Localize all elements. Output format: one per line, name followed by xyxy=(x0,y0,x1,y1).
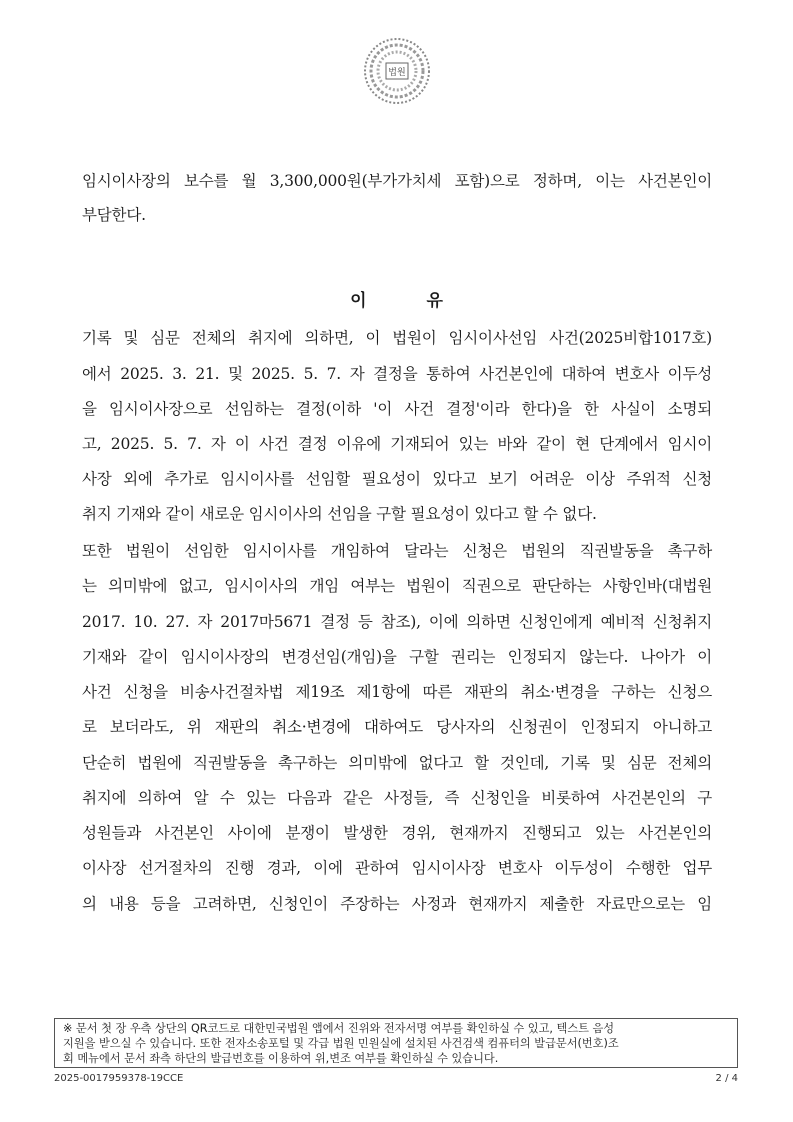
top-paragraph-line-2: 부담한다. xyxy=(82,206,146,224)
paragraph-1-line-3: 을 임시이사장으로 선임하는 결정(이하 '이 사건 결정'이라 한다)을 한 사실이 소명되 xyxy=(82,400,712,418)
paragraph-2-line-6: 로 보더라도, 위 재판의 취소·변경에 대하여도 당사자의 신청권이 인정되지 아니하고 xyxy=(82,718,712,736)
issue-number: 2025-0017959378-19CCE xyxy=(54,1073,184,1084)
court-seal xyxy=(362,36,432,106)
top-paragraph-line-1: 임시이사장의 보수를 월 3,300,000원(부가가치세 포함)으로 정하며, 이는 사건본인이 xyxy=(82,172,712,190)
paragraph-1-line-5: 사장 외에 추가로 임시이사를 선임할 필요성이 있다고 보기 어려운 이상 주위적 신청 xyxy=(82,470,712,488)
page-number: 2 / 4 xyxy=(715,1073,738,1084)
paragraph-1-line-2: 에서 2025. 3. 21. 및 2025. 5. 7. 자 결정을 통하여 사건본인에 대하여 변호사 이두성 xyxy=(82,365,712,383)
notice-line-2: 지원을 받으실 수 있습니다. 또한 전자소송포털 및 각급 법원 민원실에 설치된 사건검색 컴퓨터의 발급문서(번호)조 xyxy=(63,1037,619,1050)
paragraph-2-line-11: 의 내용 등을 고려하면, 신청인이 주장하는 사정과 현재까지 제출한 자료만으로는 임 xyxy=(82,895,712,913)
paragraph-1-line-4: 고, 2025. 5. 7. 자 이 사건 결정 이유에 기재되어 있는 바와 같이 현 단계에서 임시이 xyxy=(82,435,712,453)
paragraph-2-line-8: 취지에 의하여 알 수 있는 다음과 같은 사정들, 즉 신청인을 비롯하여 사건본인의 구 xyxy=(82,789,712,807)
paragraph-2-line-3: 2017. 10. 27. 자 2017마5671 결정 등 참조), 이에 의하면 신청인에게 예비적 신청취지 xyxy=(82,613,712,631)
section-heading xyxy=(0,286,793,311)
paragraph-1-line-1: 기록 및 심문 전체의 취지에 의하면, 이 법원이 임시이사선임 사건(2025비합1017호) xyxy=(82,329,712,347)
notice-line-3: 회 메뉴에서 문서 좌측 하단의 발급번호를 이용하여 위,변조 여부를 확인하실 수 있습니다. xyxy=(63,1052,499,1065)
heading-char-1: 이 xyxy=(350,291,367,311)
verification-notice xyxy=(54,1018,738,1068)
paragraph-2-line-4: 기재와 같이 임시이사장의 변경선임(개임)을 구할 권리는 인정되지 않는다. 나아가 이 xyxy=(82,648,712,666)
paragraph-2-line-1: 또한 법원이 선임한 임시이사를 개임하여 달라는 신청은 법원의 직권발동을 촉구하 xyxy=(82,542,712,560)
paragraph-2-line-5: 사건 신청을 비송사건절차법 제19조 제1항에 따른 재판의 취소·변경을 구하는 신청으 xyxy=(82,683,712,701)
notice-line-1: ※ 문서 첫 장 우측 상단의 QR코드로 대한민국법원 앱에서 진위와 전자서명 여부를 확인하실 수 있고, 텍스트 음성 xyxy=(63,1022,615,1035)
seal-text: 법원 xyxy=(388,68,406,78)
heading-char-2: 유 xyxy=(426,291,443,311)
paragraph-2-line-9: 성원들과 사건본인 사이에 분쟁이 발생한 경위, 현재까지 진행되고 있는 사건본인의 xyxy=(82,824,712,842)
paragraph-2-line-7: 단순히 법원에 직권발동을 촉구하는 의미밖에 없다고 할 것인데, 기록 및 심문 전체의 xyxy=(82,754,712,772)
court-emblem-icon xyxy=(362,36,432,106)
paragraph-2-line-2: 는 의미밖에 없고, 임시이사의 개임 여부는 법원이 직권으로 판단하는 사항인바(대법원 xyxy=(82,577,712,595)
paragraph-1-line-6: 취지 기재와 같이 새로운 임시이사의 선임을 구할 필요성이 있다고 할 수 없다. xyxy=(82,505,597,523)
paragraph-2-line-10: 이사장 선거절차의 진행 경과, 이에 관하여 임시이사장 변호사 이두성이 수행한 업무 xyxy=(82,859,712,877)
